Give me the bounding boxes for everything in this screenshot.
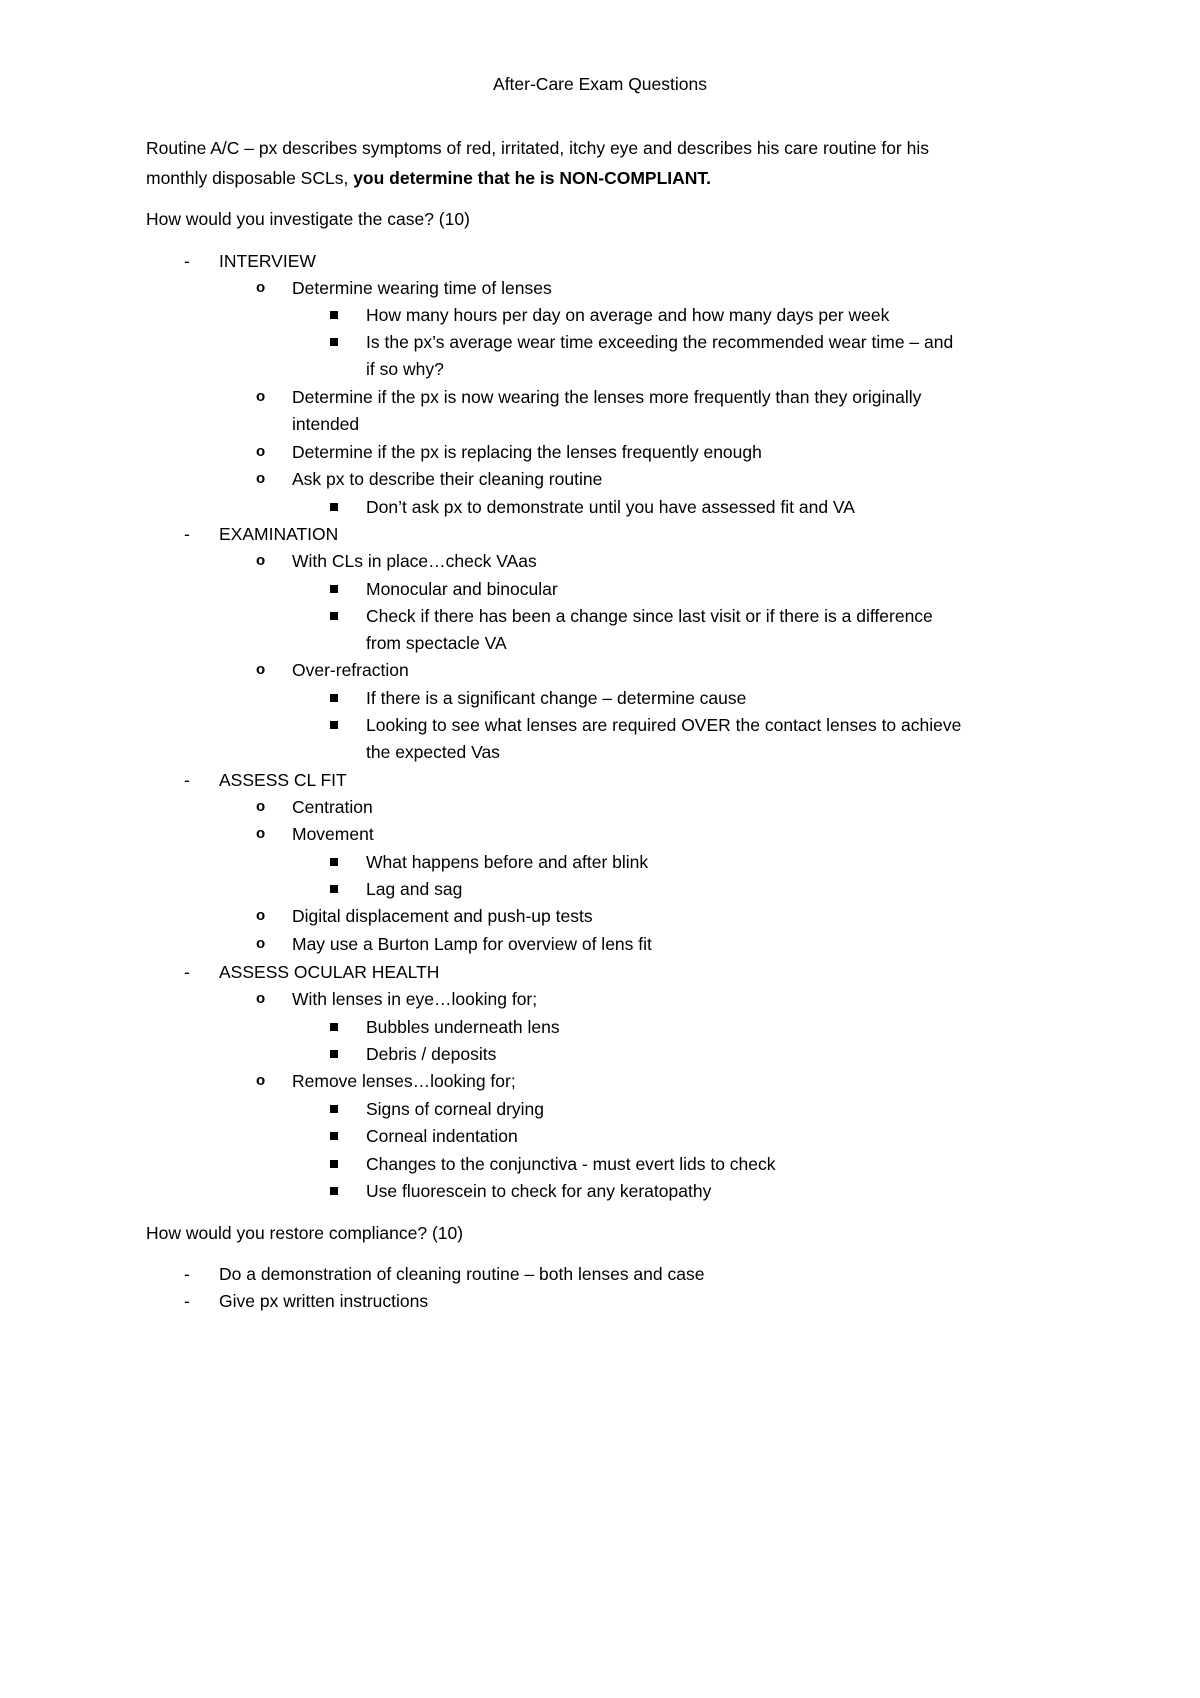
square-bullet-icon (330, 1050, 338, 1058)
section-heading-assess-cl-fit: ASSESS CL FIT (219, 770, 347, 790)
document-title: After-Care Exam Questions (493, 74, 707, 94)
circle-bullet: o (256, 661, 266, 678)
dash-bullet: - (184, 251, 190, 271)
list-item: Remove lenses…looking for; (292, 1071, 516, 1091)
circle-bullet: o (256, 798, 266, 815)
sub-list-item: Lag and sag (366, 879, 463, 899)
sub-list-item: Use fluorescein to check for any keratopathy (366, 1181, 712, 1201)
section-heading-interview: INTERVIEW (219, 251, 316, 271)
dash-bullet: - (184, 962, 190, 982)
circle-bullet: o (256, 279, 266, 296)
circle-bullet: o (256, 907, 266, 924)
sub-list-item: Signs of corneal drying (366, 1099, 545, 1119)
question-2: How would you restore compliance? (10) (146, 1223, 464, 1243)
list-item: Digital displacement and push-up tests (292, 906, 593, 926)
dash-bullet: - (184, 1291, 190, 1311)
intro-text-plain: monthly disposable SCLs, (146, 168, 354, 188)
square-bullet-icon (330, 1105, 338, 1113)
square-bullet-icon (330, 858, 338, 866)
circle-bullet: o (256, 990, 266, 1007)
circle-bullet: o (256, 552, 266, 569)
square-bullet-icon (330, 1023, 338, 1031)
list-item: Determine if the px is replacing the lenses frequently enough (292, 442, 762, 462)
list-item: Movement (292, 824, 374, 844)
list-item: With lenses in eye…looking for; (292, 989, 538, 1009)
square-bullet-icon (330, 503, 338, 511)
sub-list-item: Bubbles underneath lens (366, 1017, 560, 1037)
circle-bullet: o (256, 443, 266, 460)
sub-list-item: Is the px’s average wear time exceeding the recommended wear time – and (366, 332, 954, 352)
sub-list-item: Corneal indentation (366, 1126, 518, 1146)
square-bullet-icon (330, 612, 338, 620)
list-item-continuation: intended (292, 414, 360, 434)
list-item: Centration (292, 797, 373, 817)
circle-bullet: o (256, 470, 266, 487)
question-1: How would you investigate the case? (10) (146, 209, 470, 229)
square-bullet-icon (330, 885, 338, 893)
sub-list-item: Monocular and binocular (366, 579, 558, 599)
sub-list-item: Changes to the conjunctiva - must evert lids to check (366, 1154, 776, 1174)
dash-bullet: - (184, 770, 190, 790)
circle-bullet: o (256, 1072, 266, 1089)
sub-list-item: What happens before and after blink (366, 852, 649, 872)
list-item: Ask px to describe their cleaning routine (292, 469, 603, 489)
section-heading-examination: EXAMINATION (219, 524, 339, 544)
sub-list-item: Debris / deposits (366, 1044, 497, 1064)
dash-bullet: - (184, 1264, 190, 1284)
list-item: Determine wearing time of lenses (292, 278, 552, 298)
list-item: Over-refraction (292, 660, 409, 680)
list-item: Do a demonstration of cleaning routine – both lenses and case (219, 1264, 705, 1284)
square-bullet-icon (330, 585, 338, 593)
circle-bullet: o (256, 935, 266, 952)
sub-list-item: Looking to see what lenses are required OVER the contact lenses to achieve (366, 715, 962, 735)
square-bullet-icon (330, 1132, 338, 1140)
sub-list-item-continuation: from spectacle VA (366, 633, 507, 653)
circle-bullet: o (256, 388, 266, 405)
section-heading-assess-ocular-health: ASSESS OCULAR HEALTH (219, 962, 440, 982)
square-bullet-icon (330, 311, 338, 319)
square-bullet-icon (330, 694, 338, 702)
square-bullet-icon (330, 1160, 338, 1168)
sub-list-item-continuation: if so why? (366, 359, 444, 379)
sub-list-item: Don’t ask px to demonstrate until you have assessed fit and VA (366, 497, 855, 517)
list-item: With CLs in place…check VAas (292, 551, 537, 571)
intro-text-line2 (146, 166, 711, 190)
list-item: Determine if the px is now wearing the lenses more frequently than they originally (292, 387, 922, 407)
square-bullet-icon (330, 338, 338, 346)
circle-bullet: o (256, 825, 266, 842)
square-bullet-icon (330, 721, 338, 729)
sub-list-item: How many hours per day on average and how many days per week (366, 305, 890, 325)
sub-list-item-continuation: the expected Vas (366, 742, 500, 762)
square-bullet-icon (330, 1187, 338, 1195)
sub-list-item: Check if there has been a change since last visit or if there is a difference (366, 606, 933, 626)
dash-bullet: - (184, 524, 190, 544)
sub-list-item: If there is a significant change – determine cause (366, 688, 747, 708)
intro-bold-statement: you determine that he is NON-COMPLIANT. (353, 168, 712, 188)
list-item: Give px written instructions (219, 1291, 429, 1311)
list-item: May use a Burton Lamp for overview of lens fit (292, 934, 652, 954)
intro-text: Routine A/C – px describes symptoms of red, irritated, itchy eye and describes his care routine for his (146, 138, 929, 158)
